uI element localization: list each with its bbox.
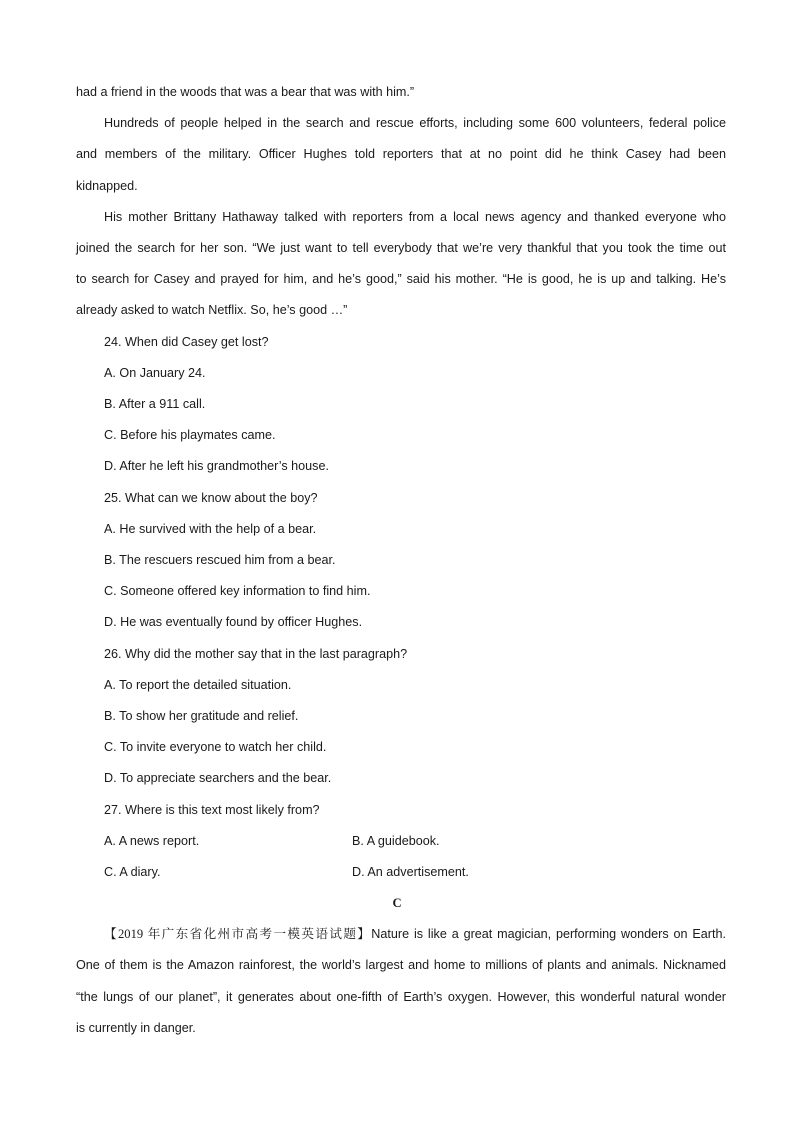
question-stem: 25. What can we know about the boy? [104,491,318,505]
answer-option: A. He survived with the help of a bear. [104,522,317,536]
passage-line [104,926,726,942]
passage-line: to search for Casey and prayed for him, and he’s good,” said his mother. “He is good, he is up and talking. He’s [76,272,726,286]
passage-text: Nature is like a great magician, performing wonders on Earth. [371,927,726,941]
passage-line: One of them is the Amazon rainforest, the world’s largest and home to millions of plants and animals. Nicknamed [76,958,726,972]
question-stem: 24. When did Casey get lost? [104,335,269,349]
question-stem: 27. Where is this text most likely from? [104,803,320,817]
passage-line: and members of the military. Officer Hughes told reporters that at no point did he think Casey had been [76,147,726,161]
answer-option: B. The rescuers rescued him from a bear. [104,553,336,567]
answer-option: B. After a 911 call. [104,397,206,411]
answer-option: D. To appreciate searchers and the bear. [104,771,332,785]
answer-option: B. To show her gratitude and relief. [104,709,299,723]
answer-option: A. On January 24. [104,366,206,380]
answer-option: D. He was eventually found by officer Hughes. [104,615,363,629]
passage-line: Hundreds of people helped in the search and rescue efforts, including some 600 volunteers, federal police [104,116,726,130]
answer-option: A. To report the detailed situation. [104,678,292,692]
passage-line: had a friend in the woods that was a bear that was with him.” [76,85,415,99]
answer-option: B. A guidebook. [352,834,440,848]
answer-option: C. To invite everyone to watch her child. [104,740,327,754]
answer-option: D. After he left his grandmother’s house. [104,459,329,473]
passage-line: is currently in danger. [76,1021,196,1035]
passage-line: His mother Brittany Hathaway talked with reporters from a local news agency and thanked everyone who [104,210,726,224]
section-heading: C [392,896,402,910]
passage-line: already asked to watch Netflix. So, he’s good …” [76,303,348,317]
passage-line: joined the search for her son. “We just want to tell everybody that we’re very thankful that you took the time out [76,241,726,255]
answer-option: C. Someone offered key information to find him. [104,584,371,598]
source-tag: 【2019 年广东省化州市高考一模英语试题】 [104,927,372,941]
question-stem: 26. Why did the mother say that in the last paragraph? [104,647,408,661]
passage-line: “the lungs of our planet”, it generates about one-fifth of Earth’s oxygen. However, this wonderful natural wonder [76,990,726,1004]
answer-option: D. An advertisement. [352,865,469,879]
passage-line: kidnapped. [76,179,138,193]
answer-option: C. A diary. [104,865,161,879]
answer-option: A. A news report. [104,834,200,848]
answer-option: C. Before his playmates came. [104,428,276,442]
